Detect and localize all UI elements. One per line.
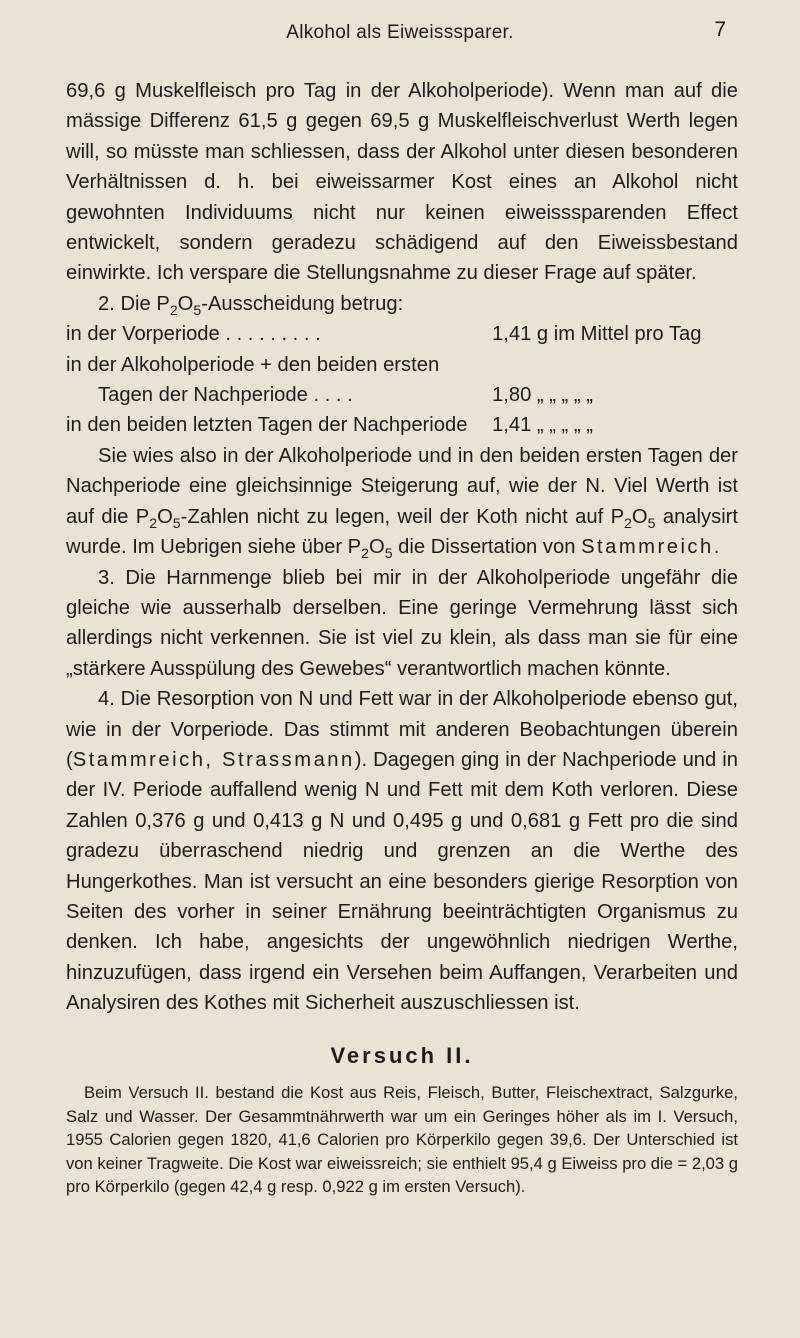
text-segment: -Zahlen nicht zu legen, weil der Koth nicht auf P [180, 505, 625, 528]
excretion-row [66, 319, 738, 349]
text-segment: Sie wies also in der Alkoholperiode und in den beiden ersten Tagen der Nachperiode eine gleichsinnige Steigerung auf, wie der N. Viel Werth ist auf die P [66, 444, 738, 528]
text-segment: die Dissertation von [392, 536, 582, 559]
excretion-row-label: in den beiden letzten Tagen der Nachperiode [66, 414, 468, 437]
subscript: 2 [149, 514, 158, 531]
author-name: Stammreich [581, 536, 714, 559]
text-segment: analysirt wurde. Im Uebrigen siehe über P [66, 505, 739, 559]
text-segment: O [177, 292, 194, 315]
paragraph-3: 3. Die Harnmenge blieb bei mir in der Alkoholperiode ungefähr die gleiche wie ausserhalb derselben. Eine geringe Vermehrung lässt sich allerdings nicht verkennen. Sie ist viel zu klein, als dass man sie für eine „stärkere Ausspülung des Gewebes“ verantwortlich machen könnte. [66, 566, 738, 680]
text-segment: -Ausscheidung betrug: [201, 292, 404, 315]
subscript: 5 [193, 301, 202, 318]
paragraph-4 [66, 684, 738, 1018]
text-segment: O [631, 505, 648, 528]
text-segment: . [713, 536, 720, 559]
section-heading: Versuch II. [330, 1042, 474, 1068]
excretion-row-label: in der Alkoholperiode + den beiden ersten [66, 353, 440, 376]
author-names: Stammreich, Strassmann [72, 748, 355, 771]
excretion-row-value: 1,80 „ „ „ „ „ [492, 384, 593, 407]
excretion-row [66, 380, 738, 410]
text-segment: ). Dagegen ging in der Nachperiode und in der IV. Periode auffallend wenig N und Fett mit dem Koth verloren. Diese Zahlen 0,376 g und 0,413 g N und 0,495 g und 0,681 g Fett pro die sind gradezu überraschend niedrig und grenzen an die Werthe des Hungerkothes. Man ist versucht an eine besonders gierige Resorption von Seiten des vorher in seiner Ernährung beeinträchtigten Organismus zu denken. Ich habe, angesichts der ungewöhnlich niedrigen Werthe, hinzuzufügen, dass irgend ein Versehen beim Auffangen, Verarbeiten und Analysiren des Kothes mit Sicherheit auszuschliessen ist. [66, 748, 738, 1015]
page-header [0, 18, 800, 52]
paragraph-2-body [66, 441, 738, 563]
subscript: 5 [384, 545, 393, 562]
page-number: 7 [714, 18, 726, 41]
excretion-row [66, 410, 738, 440]
subscript: 5 [647, 514, 656, 531]
subscript: 2 [624, 514, 632, 531]
text-segment: 4. Die Resorption von N und Fett war in der Alkoholperiode ebenso gut, wie in der Vorperiode. Das stimmt mit anderen Beobachtungen überein ( [66, 688, 738, 771]
excretion-row-label: Tagen der Nachperiode . . . . [98, 384, 353, 407]
excretion-row-value: 1,41 g im Mittel pro Tag [492, 323, 702, 346]
text-segment: O [368, 536, 385, 559]
subscript: 2 [169, 301, 178, 318]
paragraph-1: 69,6 g Muskelfleisch pro Tag in der Alkoholperiode). Wenn man auf die mässige Differenz 61,5 g gegen 69,5 g Muskelfleischverlust Werth legen will, so müsste man schliessen, dass der Alkohol unter diesen besonderen Verhältnissen d. h. bei eiweissarmer Kost eines an Alkohol nicht gewohnten Individuums nicht nur keinen eiweisssparenden Effect entwickelt, sondern geradezu schädigend auf den Eiweissbestand einwirkte. Ich verspare die Stellungsnahme zu dieser Frage auf später. [66, 80, 738, 285]
excretion-row-value: 1,41 „ „ „ „ „ [492, 414, 593, 437]
excretion-row-label: in der Vorperiode . . . . . . . . . [66, 323, 321, 346]
text-segment: O [157, 505, 173, 528]
body-text [66, 76, 738, 1199]
subscript: 5 [172, 514, 181, 531]
excretion-row [66, 350, 738, 380]
text-segment: 2. Die P [98, 292, 170, 315]
section-text: Beim Versuch II. bestand die Kost aus Reis, Fleisch, Butter, Fleischextract, Salzgurke, Salz und Wasser. Der Gesammtnährwerth war um ein Geringes höher als im I. Versuch, 1955 Calorien gegen 1820, 41,6 Calorien pro Körperkilo gegen 39,6. Der Unterschied ist von keiner Tragweite. Die Kost war eiweissreich; sie enthielt 95,4 g Eiweiss pro die = 2,03 g pro Körperkilo (gegen 42,4 g resp. 0,922 g im ersten Versuch). [66, 1083, 738, 1197]
running-title: Alkohol als Eiweisssparer. [286, 22, 514, 43]
paragraph-2-intro [66, 289, 738, 319]
subscript: 2 [361, 545, 369, 562]
